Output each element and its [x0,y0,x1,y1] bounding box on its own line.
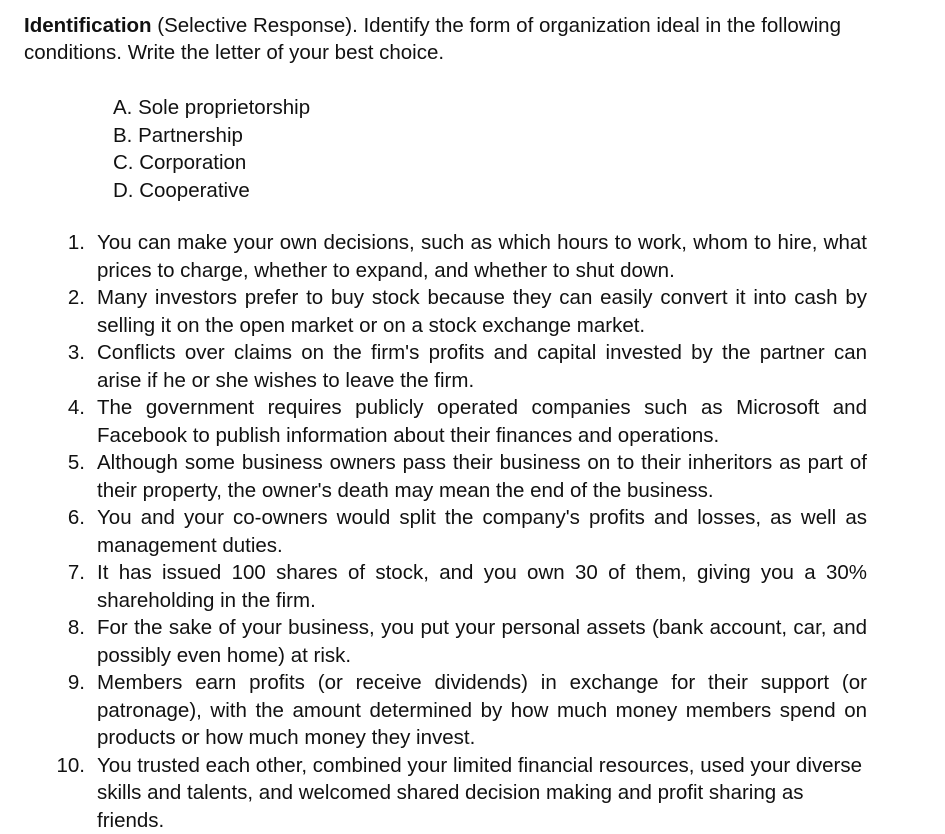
question-text: You can make your own decisions, such as which hours to work, whom to hire, what prices to charge, whether to expand, and whether to shut down. [97,229,867,284]
question-number: 4. [55,394,85,422]
question-number: 5. [55,449,85,477]
question-text: It has issued 100 shares of stock, and you own 30 of them, giving you a 30% shareholding in the firm. [97,559,867,614]
answer-choices-list [113,94,310,204]
instructions-paragraph [24,12,874,66]
question-number: 2. [55,284,85,312]
question-text: Members earn profits (or receive dividends) in exchange for their support (or patronage), with the amount determined by how much money members spend on products or how much money they invest. [97,669,867,752]
question-number: 8. [55,614,85,642]
question-text: Although some business owners pass their business on to their inheritors as part of their property, the owner's death may mean the end of the business. [97,449,867,504]
question-item-4 [0,394,945,449]
question-number: 6. [55,504,85,532]
question-item-1 [0,229,945,284]
question-item-8 [0,614,945,669]
question-number: 7. [55,559,85,587]
question-item-3 [0,339,945,394]
question-item-6 [0,504,945,559]
question-item-9 [0,669,945,752]
choice-c: C. Corporation [113,149,310,177]
question-number: 3. [55,339,85,367]
question-item-5 [0,449,945,504]
question-text: You and your co-owners would split the company's profits and losses, as well as management duties. [97,504,867,559]
question-item-7 [0,559,945,614]
question-text: For the sake of your business, you put your personal assets (bank account, car, and possibly even home) at risk. [97,614,867,669]
question-item-10 [0,752,945,834]
instructions-title: Identification [24,14,152,37]
question-number: 9. [55,669,85,697]
question-text: Many investors prefer to buy stock because they can easily convert it into cash by selling it on the open market or on a stock exchange market. [97,284,867,339]
question-list [0,229,945,834]
question-text: The government requires publicly operated companies such as Microsoft and Facebook to publish information about their finances and operations. [97,394,867,449]
question-number: 10. [45,752,85,780]
question-text: You trusted each other, combined your limited financial resources, used your diverse skills and talents, and welcomed shared decision making and profit sharing as friends. [97,752,867,834]
choice-a: A. Sole proprietorship [113,94,310,122]
question-item-2 [0,284,945,339]
choice-d: D. Cooperative [113,177,310,205]
question-text: Conflicts over claims on the firm's profits and capital invested by the partner can arise if he or she wishes to leave the firm. [97,339,867,394]
question-number: 1. [55,229,85,257]
instructions-text: (Selective Response). Identify the form of organization ideal in the following conditions. Write the letter of your best choice. [24,14,841,64]
choice-b: B. Partnership [113,122,310,150]
